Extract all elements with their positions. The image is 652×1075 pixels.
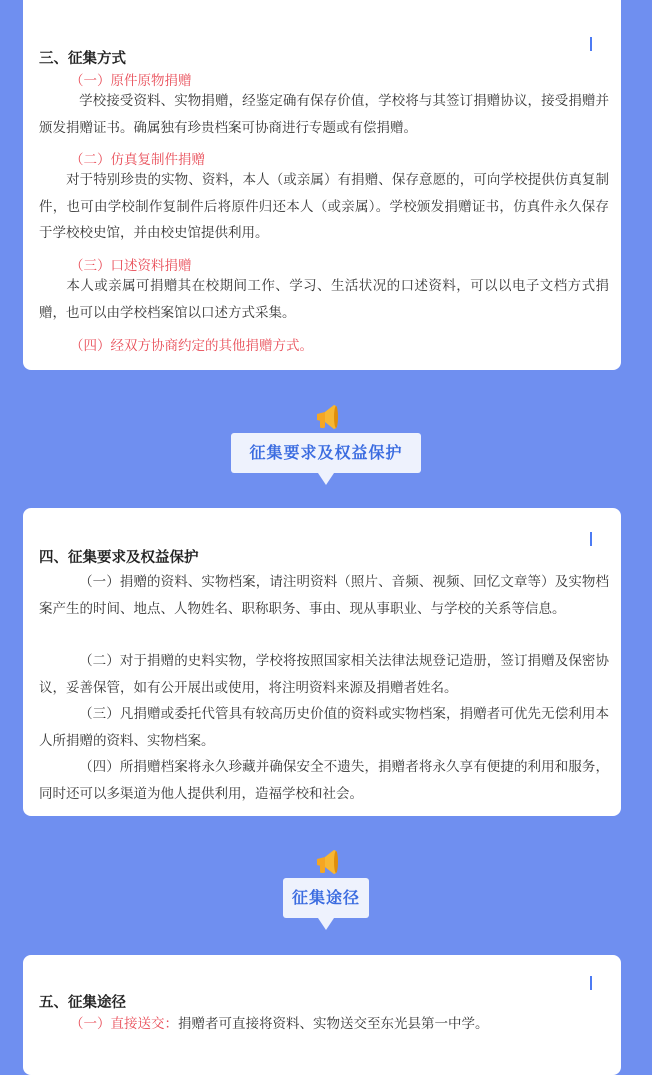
section-card-channels [23, 955, 621, 1075]
paragraph-requirement-4: （四）所捐赠档案将永久珍藏并确保安全不遗失，捐赠者将永久享有便捷的利用和服务，同时还可以多渠道为他人提供利用，造福学校和社会。 [39, 759, 609, 802]
paragraph-replica-donation: 对于特别珍贵的实物、资料，本人（或亲属）有捐赠、保存意愿的，可向学校提供仿真复制件，也可由学校制作复制件后将原件归还本人（或亲属）。学校颁发捐赠证书，仿真件永久保存于学校校史馆，并由校史馆提供利用。 [39, 172, 609, 241]
section-card-collection-methods [23, 0, 621, 370]
section-title: 五、征集途径 [39, 995, 126, 1011]
paragraph-requirement-2: （二）对于捐赠的史料实物，学校将按照国家相关法律法规登记造册，签订捐赠及保密协议，妥善保管，如有公开展出或使用，将注明资料来源及捐赠者姓名。 [39, 653, 609, 696]
paragraph-oral-donation: 本人或亲属可捐赠其在校期间工作、学习、生活状况的口述资料，可以以电子文档方式捐赠，也可以由学校档案馆以口述方式采集。 [39, 278, 609, 321]
subheading-replica-donation: （二）仿真复制件捐赠 [70, 152, 205, 168]
section-title: 三、征集方式 [39, 51, 126, 67]
section-title: 四、征集要求及权益保护 [39, 550, 199, 566]
paragraph-requirement-1: （一）捐赠的资料、实物档案，请注明资料（照片、音频、视频、回忆文章等）及实物档案产生的时间、地点、人物姓名、职称职务、事由、现从事职业、与学校的关系等信息。 [39, 574, 609, 617]
card-accent-mark [590, 37, 592, 51]
section-banner: 征集途径 [283, 878, 369, 918]
megaphone-icon [312, 402, 342, 432]
card-accent-mark [590, 976, 592, 990]
section-card-requirements [23, 508, 621, 816]
paragraph-original-donation: 学校接受资料、实物捐赠，经鉴定确有保存价值，学校将与其签订捐赠协议，接受捐赠并颁发捐赠证书。确属独有珍贵档案可协商进行专题或有偿捐赠。 [39, 93, 609, 136]
section-banner: 征集要求及权益保护 [231, 433, 421, 473]
megaphone-icon [312, 847, 342, 877]
subheading-oral-donation: （三）口述资料捐赠 [70, 258, 192, 274]
paragraph-direct-delivery: （一）直接送交：捐赠者可直接将资料、实物送交至东光县第一中学。 [70, 1016, 489, 1032]
paragraph-requirement-3: （三）凡捐赠或委托代管具有较高历史价值的资料或实物档案，捐赠者可优先无偿利用本人所捐赠的资料、实物档案。 [39, 706, 609, 749]
subheading-original-donation: （一）原件原物捐赠 [70, 73, 192, 89]
subheading-other-methods: （四）经双方协商约定的其他捐赠方式。 [70, 338, 313, 354]
card-accent-mark [590, 532, 592, 546]
